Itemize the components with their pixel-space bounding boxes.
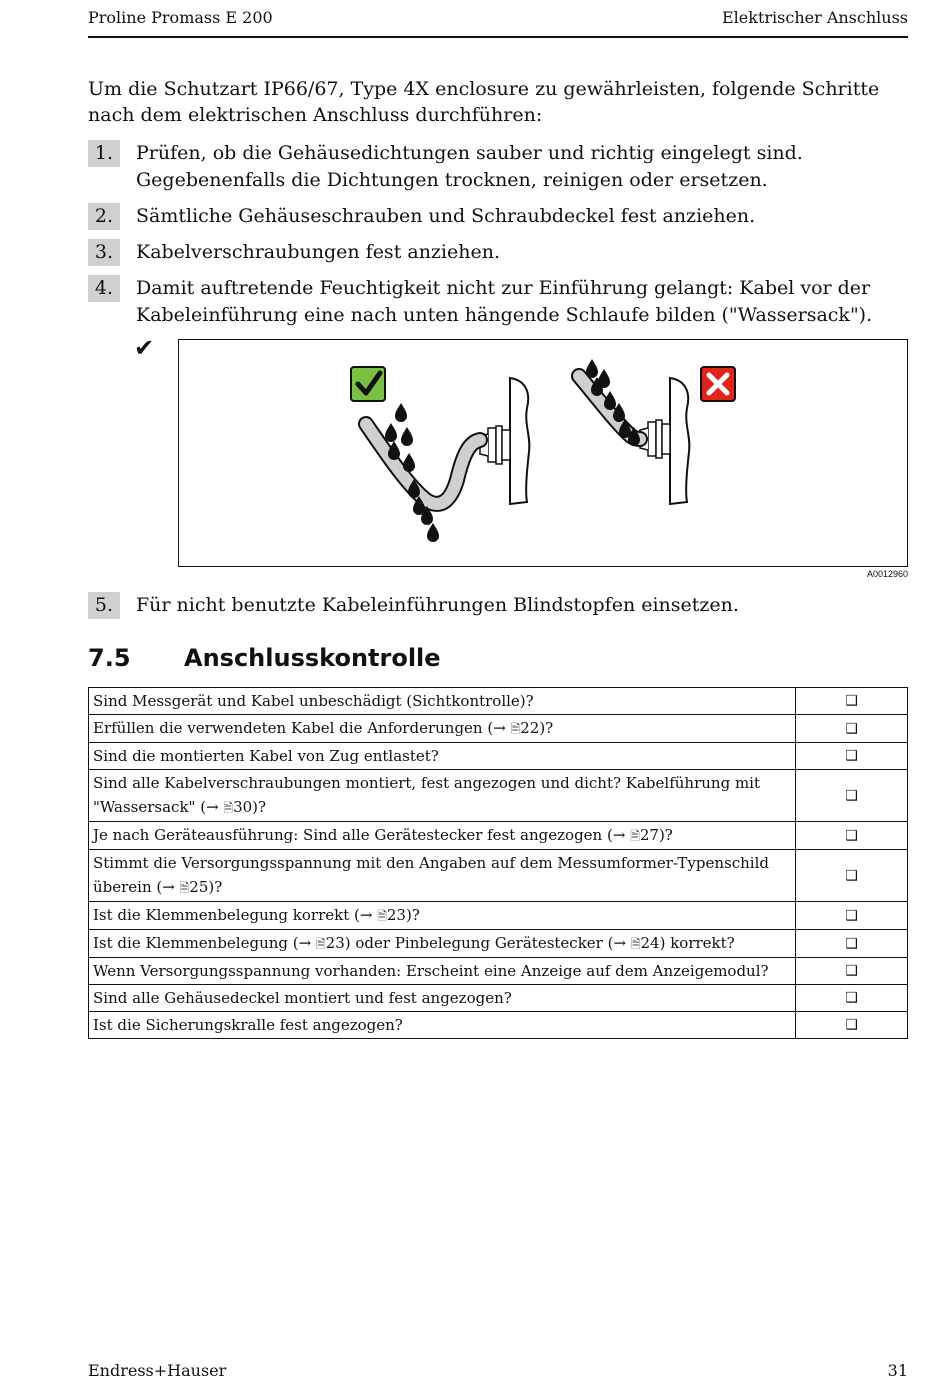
checklist-question	[89, 1012, 796, 1039]
step-5	[88, 592, 908, 619]
page-reference-icon: 🗎	[223, 801, 234, 815]
step-2	[88, 203, 908, 230]
checkbox-icon[interactable]: ❑	[796, 743, 908, 770]
checkbox-icon[interactable]: ❑	[796, 902, 908, 930]
checkbox-icon[interactable]: ❑	[796, 715, 908, 743]
step-3	[88, 239, 908, 266]
question-text: )?	[539, 719, 554, 737]
question-text: )?	[208, 878, 223, 896]
cable-loop-illustration	[179, 340, 907, 566]
checkbox-icon[interactable]: ❑	[796, 770, 908, 822]
checklist-row	[89, 770, 908, 822]
correct-check-box-icon	[351, 367, 385, 401]
checkbox-icon[interactable]: ❑	[796, 1012, 908, 1039]
question-text: Ist die Sicherungskralle fest angezogen?	[93, 1016, 403, 1034]
arrow-right-icon: →	[613, 934, 627, 952]
question-text: Sind alle Kabelverschraubungen montiert, fest angezogen und dicht? Kabelführung mit "Wassersack" (	[93, 774, 760, 816]
step-number: 2.	[88, 203, 120, 230]
checklist-question	[89, 985, 796, 1012]
checklist-row	[89, 958, 908, 985]
checklist-question	[89, 822, 796, 850]
result-check-mark: ✔	[134, 334, 155, 362]
question-text: )?	[405, 906, 420, 924]
intro-paragraph: Um die Schutzart IP66/67, Type 4X enclosure zu gewährleisten, folgende Schritte nach dem elektrischen Anschluss durchführen:	[88, 78, 880, 126]
page-reference-icon: 🗎	[316, 937, 326, 951]
section-title: Anschlusskontrolle	[184, 644, 441, 672]
step-text: Prüfen, ob die Gehäusedichtungen sauber und richtig eingelegt sind. Gegebenenfalls die Dichtungen trocknen, reinigen oder ersetzen.	[136, 142, 803, 191]
question-text: )?	[658, 826, 673, 844]
checklist-row	[89, 930, 908, 958]
step-4	[88, 275, 908, 329]
question-text: Sind alle Gehäusedeckel montiert und fest angezogen?	[93, 989, 512, 1007]
question-text: Ist die Klemmenbelegung (	[93, 934, 299, 952]
page-reference-number: 24	[640, 934, 660, 952]
footer-brand: Endress+Hauser	[88, 1361, 227, 1380]
checkbox-icon[interactable]: ❑	[796, 688, 908, 715]
step-text: Damit auftretende Feuchtigkeit nicht zur Einführung gelangt: Kabel vor der Kabeleinführung eine nach unten hängende Schlaufe bilden ("Wassersack").	[136, 277, 873, 326]
step-number: 3.	[88, 239, 120, 266]
page-header	[88, 6, 908, 38]
section-heading	[88, 644, 441, 672]
checklist-question	[89, 930, 796, 958]
page-reference-number: 22	[520, 719, 540, 737]
page-reference-icon: 🗎	[377, 909, 387, 923]
arrow-right-icon: →	[359, 906, 373, 924]
checkbox-icon[interactable]: ❑	[796, 985, 908, 1012]
cable-loop-figure	[178, 339, 908, 567]
arrow-right-icon: →	[298, 934, 312, 952]
checklist-row	[89, 743, 908, 770]
checklist-row	[89, 902, 908, 930]
page-number: 31	[887, 1361, 908, 1380]
page-reference-icon: 🗎	[179, 881, 190, 895]
checklist-question	[89, 850, 796, 902]
header-product-name: Proline Promass E 200	[88, 8, 273, 27]
question-text: ) korrekt?	[659, 934, 735, 952]
question-text: Erfüllen die verwendeten Kabel die Anforderungen (	[93, 719, 494, 737]
wrong-cross-box-icon	[701, 367, 735, 401]
question-text: Stimmt die Versorgungsspannung mit den Angaben auf dem Messumformer-Typenschild überein (	[93, 854, 769, 896]
question-text: )?	[252, 798, 267, 816]
checklist-row	[89, 715, 908, 743]
step-1	[88, 140, 908, 194]
header-chapter-title: Elektrischer Anschluss	[721, 8, 908, 27]
checklist-row	[89, 822, 908, 850]
checkbox-icon[interactable]: ❑	[796, 822, 908, 850]
page-reference-number: 27	[639, 826, 659, 844]
checkbox-icon[interactable]: ❑	[796, 930, 908, 958]
checklist-question	[89, 770, 796, 822]
question-text: Wenn Versorgungsspannung vorhanden: Erscheint eine Anzeige auf dem Anzeigemodul?	[93, 962, 769, 980]
arrow-right-icon: →	[162, 878, 175, 896]
figure-code: A0012960	[866, 569, 908, 579]
checklist-question	[89, 715, 796, 743]
step-number: 4.	[88, 275, 120, 302]
connection-checklist-table	[88, 687, 908, 1039]
step-text: Für nicht benutzte Kabeleinführungen Blindstopfen einsetzen.	[136, 594, 739, 616]
checklist-row	[89, 850, 908, 902]
arrow-right-icon: →	[612, 826, 626, 844]
step-text: Sämtliche Gehäuseschrauben und Schraubdeckel fest anziehen.	[136, 205, 756, 227]
arrow-right-icon: →	[206, 798, 219, 816]
question-text: Sind die montierten Kabel von Zug entlastet?	[93, 747, 439, 765]
checklist-row	[89, 1012, 908, 1039]
step-text: Kabelverschraubungen fest anziehen.	[136, 241, 501, 263]
step-number: 5.	[88, 592, 120, 619]
question-text: Sind Messgerät und Kabel unbeschädigt (Sichtkontrolle)?	[93, 692, 534, 710]
checkbox-icon[interactable]: ❑	[796, 850, 908, 902]
page-reference-number: 23	[325, 934, 345, 952]
arrow-right-icon: →	[493, 719, 506, 737]
step-number: 1.	[88, 140, 120, 167]
page-reference-icon: 🗎	[630, 937, 641, 951]
page-reference-number: 30	[233, 798, 253, 816]
question-text: Ist die Klemmenbelegung korrekt (	[93, 906, 360, 924]
checklist-question	[89, 688, 796, 715]
page-reference-icon: 🗎	[630, 829, 640, 843]
checklist-question	[89, 958, 796, 985]
question-text: ) oder Pinbelegung Gerätestecker (	[344, 934, 614, 952]
checkbox-icon[interactable]: ❑	[796, 958, 908, 985]
checklist-row	[89, 688, 908, 715]
page-reference-number: 23	[386, 906, 406, 924]
checklist-question	[89, 902, 796, 930]
question-text: Je nach Geräteausführung: Sind alle Gerätestecker fest angezogen (	[93, 826, 613, 844]
page-reference-number: 25	[189, 878, 209, 896]
section-number: 7.5	[88, 644, 131, 672]
checklist-question	[89, 743, 796, 770]
checklist-row	[89, 985, 908, 1012]
page-reference-icon: 🗎	[510, 722, 521, 736]
